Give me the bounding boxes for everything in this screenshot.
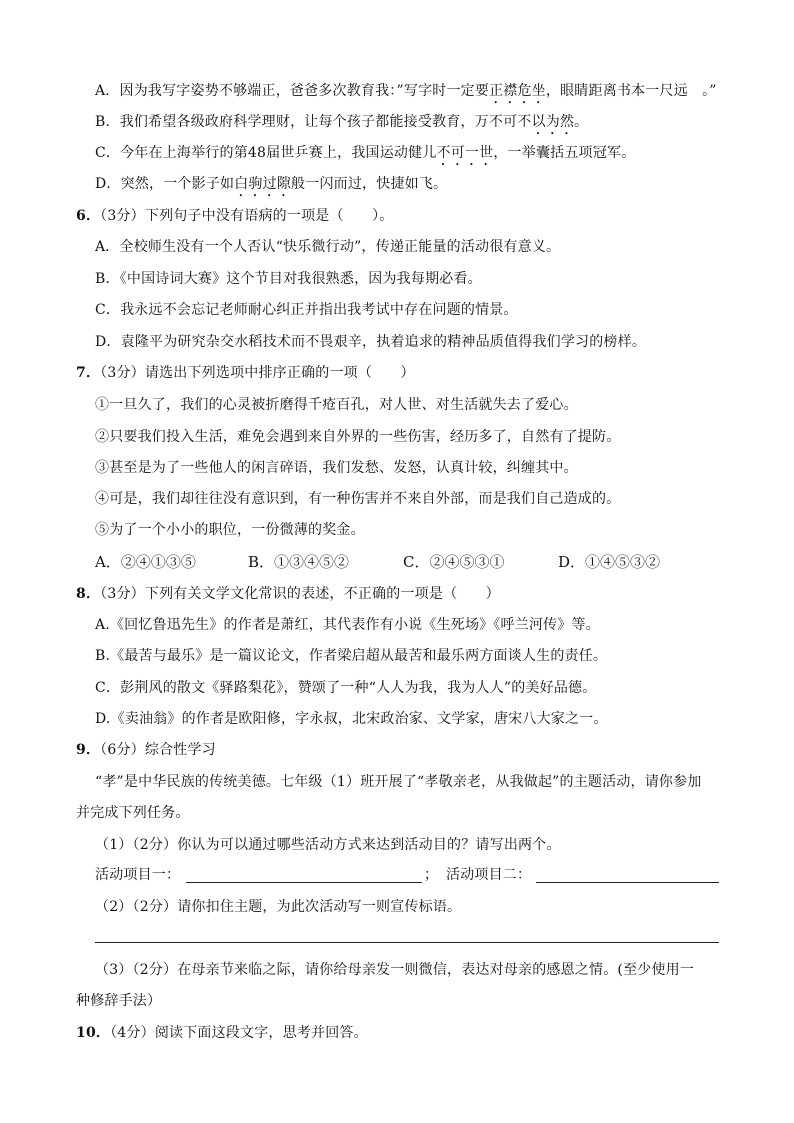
- q9-subquestion-2: （2）（2分）请你扣住主题，为此次活动写一则宣传标语。: [95, 899, 462, 915]
- q7-stem-text: 请选出下列选项中排序正确的一项（ ）: [144, 365, 415, 381]
- q5-option-a: [95, 82, 717, 107]
- q9-activity-1-answer-line[interactable]: [186, 882, 422, 883]
- q6-option-a: A．全校师生没有一个人否认“快乐微行动”，传递正能量的活动很有意义。: [95, 239, 561, 255]
- q5-option-a-dotted: 正襟危坐: [489, 83, 546, 99]
- q10-score: （4分）: [110, 1025, 155, 1041]
- q5-option-c-pre: C．今年在上海举行的第48届世乒赛上，我国运动健儿: [95, 145, 437, 161]
- q5-option-c-post: ，一举囊括五项冠军。: [493, 145, 636, 161]
- q9-intro-line-2: 并完成下列任务。: [76, 805, 190, 821]
- q6-option-b: B．《中国诗词大赛》这个节目对我很熟悉，因为我每期必看。: [95, 271, 482, 287]
- q6-stem-text: 下列句子中没有语病的一项是（ ）。: [144, 208, 394, 224]
- q5-option-c-dotted: 不可一世: [436, 145, 494, 161]
- q6-number: 6．: [76, 208, 101, 224]
- q7-sentence-4: ④可是，我们却往往没有意识到，有一种伤害并不来自外部，而是我们自己造成的。: [95, 491, 621, 507]
- q9-number: 9．: [76, 742, 101, 758]
- q5-option-d-dotted: 白驹过隙: [234, 176, 292, 192]
- q6-option-d: D．袁隆平为研究杂交水稻技术而不畏艰辛，执着追求的精神品质值得我们学习的榜样。: [95, 334, 647, 350]
- q7-option-d: D．①④⑤③②: [558, 553, 661, 571]
- q5-option-b-pre: B．我们希望各级政府科学理财，让每个孩子都能接受教育，万不可不: [95, 114, 532, 130]
- q5-option-b-post: 。: [574, 114, 589, 130]
- q5-option-b: [95, 113, 588, 138]
- q8-number: 8．: [76, 586, 101, 602]
- q8-option-a: A.《回忆鲁迅先生》的作者是萧红，其代表作有小说《生死场》《呼兰河传》等。: [95, 617, 600, 633]
- q5-option-a-post: ，眼睛距离书本一尺远 。”: [545, 83, 717, 99]
- q9-stem-text: 综合性学习: [144, 742, 216, 758]
- q7-sentence-5: ⑤为了一个小小的职位，一份微薄的奖金。: [95, 522, 365, 538]
- q9-stem: [76, 741, 216, 759]
- q5-option-b-dotted: 以为然: [531, 114, 575, 130]
- q9-slogan-answer-line[interactable]: [95, 942, 719, 943]
- q9-activity-2-answer-line[interactable]: [536, 882, 719, 883]
- q7-sentence-2: ②只要我们投入生活，难免会遇到来自外界的一些伤害，经历多了，自然有了提防。: [95, 429, 621, 445]
- q9-activity-separator: ；: [424, 867, 439, 883]
- q5-option-c: [95, 144, 635, 169]
- q5-option-d: [95, 175, 447, 200]
- q8-score: （3分）: [100, 586, 145, 602]
- q9-score: （6分）: [100, 742, 145, 758]
- q5-option-d-post: 般一闪而过，快捷如飞。: [291, 176, 448, 192]
- q6-stem: [76, 207, 393, 225]
- q6-score: （3分）: [100, 208, 145, 224]
- q7-sentence-3: ③甚至是为了一些他人的闲言碎语，我们发愁、发怒，认真计较，纠缠其中。: [95, 460, 578, 476]
- q9-activity-1-label: 活动项目一：: [95, 867, 181, 883]
- q5-option-d-pre: D．突然，一个影子如: [95, 176, 235, 192]
- q6-option-c: C．我永远不会忘记老师耐心纠正并指出我考试中存在问题的情景。: [95, 302, 518, 318]
- q9-subquestion-3-line-1: （3）（2分）在母亲节来临之际，请你给母亲发一则微信，表达对母亲的感恩之情。(至少使用一: [95, 962, 695, 978]
- q9-activity-2-label: 活动项目二：: [446, 867, 532, 883]
- q7-option-c: C．②④⑤③①: [403, 553, 505, 571]
- q8-option-c: C．彭荆风的散文《驿路梨花》，赞颂了一种“人人为我，我为人人”的美好品德。: [95, 680, 597, 696]
- q7-stem: [76, 364, 415, 382]
- q7-number: 7．: [76, 365, 101, 381]
- q10-stem: [76, 1024, 368, 1042]
- q8-stem-text: 下列有关文学文化常识的表述，不正确的一项是（ ）: [144, 586, 500, 602]
- q10-number: 10．: [76, 1025, 111, 1041]
- q8-option-b: B.《最苦与最乐》是一篇议论文，作者梁启超从最苦和最乐两方面谈人生的责任。: [95, 648, 608, 664]
- q9-subquestion-3-line-2: 种修辞手法）: [76, 993, 162, 1009]
- q7-option-a: A．②④①③⑤: [95, 553, 196, 571]
- q5-option-a-pre: A．因为我写字姿势不够端正，爸爸多次教育我：”写字时一定要: [95, 83, 490, 99]
- q8-stem: [76, 585, 500, 603]
- q9-intro-line-1: “孝”是中华民族的传统美德。七年级（1）班开展了“孝敬亲老，从我做起”的主题活动，请你参加: [95, 774, 702, 790]
- q10-stem-text: 阅读下面这段文字，思考并回答。: [154, 1025, 368, 1041]
- q9-subquestion-1: （1）（2分）你认为可以通过哪些活动方式来达到活动目的？请写出两个。: [95, 837, 561, 853]
- q8-option-d: D.《卖油翁》的作者是欧阳修，字永叔，北宋政治家、文学家，唐宋八大家之一。: [95, 711, 608, 727]
- q7-score: （3分）: [100, 365, 145, 381]
- q7-sentence-1: ①一旦久了，我们的心灵被折磨得千疮百孔，对人世、对生活就失去了爱心。: [95, 397, 578, 413]
- q7-option-b: B．①③④⑤②: [248, 553, 350, 571]
